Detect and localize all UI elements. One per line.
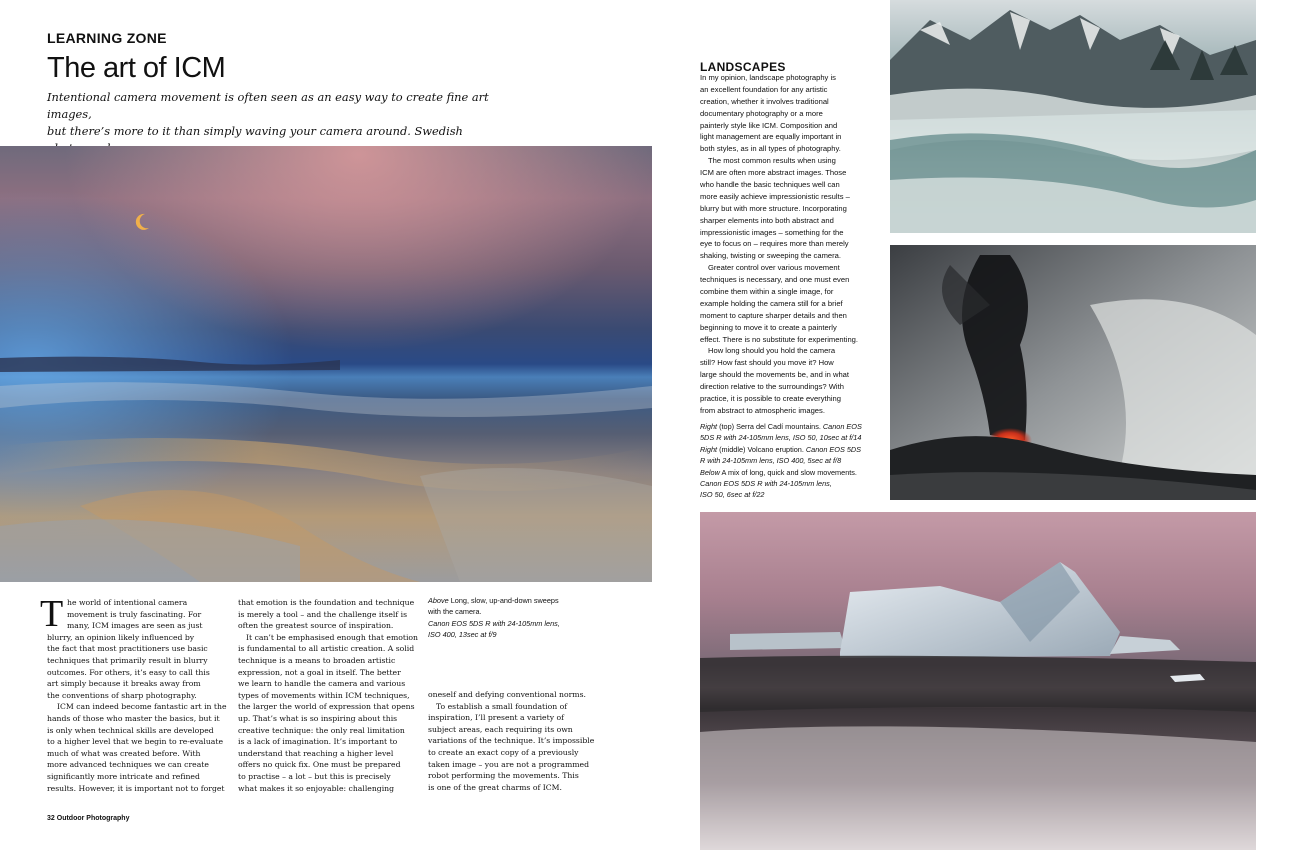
body-line: technique is a means to broaden artistic	[238, 655, 396, 665]
body-line: example holding the camera still for a brief	[700, 298, 843, 308]
body-line: ICM are often more abstract images. Those	[700, 168, 847, 178]
body-line: variations of the technique. It’s impossible	[428, 736, 595, 746]
body-line: often the greatest source of inspiration.	[238, 621, 394, 631]
body-line: still? How fast should you move it? How	[700, 358, 834, 368]
caption-text: (middle)	[717, 444, 746, 454]
article-title: The art of ICM	[47, 52, 226, 84]
caption-line	[700, 421, 862, 432]
caption-line: R with 24-105mm lens, ISO 400, 5sec at f/8	[700, 456, 842, 466]
caption-label: Below	[700, 467, 720, 477]
body-line: the fact that most practitioners use basic	[47, 644, 208, 654]
mountains-photo	[890, 0, 1256, 233]
caption-label: Right	[700, 444, 718, 454]
body-line: types of movements within ICM techniques,	[238, 690, 410, 700]
body-line: effect. There is no substitute for experimenting.	[700, 334, 859, 344]
body-line: light management are equally important in	[700, 132, 842, 142]
body-line: sharper elements into both abstract and	[700, 215, 834, 225]
body-line: large should the movements be, and in what	[700, 370, 850, 380]
body-line: Greater control over various movement	[708, 263, 840, 273]
page-number: 32	[47, 815, 55, 822]
body-line: shaking, twisting or sweeping the camera.	[700, 251, 841, 261]
body-line: techniques that primarily result in blurry	[47, 655, 208, 665]
body-line: ICM can indeed become fantastic art in the	[57, 702, 227, 712]
caption-text: A mix of long, quick and slow movements.	[719, 467, 857, 477]
body-line: what makes it so enjoyable: challenging	[238, 783, 395, 793]
caption-text: Serra del Cadí mountains.	[734, 422, 823, 431]
body-line: the conventions of sharp photography.	[47, 690, 197, 700]
body-line: techniques is necessary, and one must even	[700, 275, 850, 285]
caption-line: 5DS R with 24-105mm lens, ISO 50, 10sec at f/14	[700, 433, 862, 443]
body-line: both styles, as in all types of photography.	[700, 144, 841, 154]
drop-cap: T	[40, 593, 64, 635]
standfirst-line: Intentional camera movement is often seen as an easy way to create fine art images,	[47, 90, 489, 121]
body-line: more easily achieve impressionistic results –	[700, 191, 850, 201]
caption-label: Above	[428, 596, 449, 605]
caption-camera: Canon EOS	[822, 422, 862, 431]
caption-above	[428, 595, 560, 641]
body-line: expression, not a goal in itself. The better	[238, 667, 401, 677]
body-line: more advanced techniques we can create	[47, 760, 209, 770]
body-line: oneself and defying conventional norms.	[428, 690, 586, 699]
body-line: many, ICM images are seen as just	[67, 621, 203, 631]
body-line: that emotion is the foundation and technique	[238, 598, 415, 607]
caption-text: Long, slow, up-and-down sweeps	[448, 596, 559, 605]
body-line: offers no quick fix. One must be prepared	[238, 760, 401, 770]
body-line: to a higher level that we begin to re-evaluate	[47, 737, 224, 747]
caption-text: Volcano eruption.	[745, 444, 806, 454]
body-line: is one of the great charms of ICM.	[428, 782, 562, 792]
body-line: The most common results when using	[708, 156, 836, 166]
body-line: is merely a tool – and the challenge itself is	[238, 609, 408, 619]
body-line: eye to focus on – requires more than merely	[700, 239, 849, 249]
caption-line: ISO 50, 6sec at f/22	[700, 490, 765, 500]
body-line: subject areas, each requiring its own	[428, 724, 573, 734]
body-line: is a lack of imagination. It’s important to	[238, 737, 398, 747]
body-line: from abstract to atmospheric images.	[700, 405, 825, 415]
body-line: outcomes. For others, it’s easy to call this	[47, 667, 210, 677]
caption-camera: Canon EOS 5DS	[805, 444, 862, 454]
body-line: hands of those who master the basics, but it	[47, 713, 220, 723]
body-line: combine them within a single image, for	[700, 287, 834, 297]
caption-line	[700, 467, 862, 478]
body-line: to practise – a lot – but this is precisely	[238, 771, 391, 781]
caption-line: with the camera.	[428, 607, 482, 617]
body-line: art simply because it breaks away from	[47, 679, 201, 689]
iceberg-photo	[700, 512, 1256, 850]
caption-line: Canon EOS 5DS R with 24-105mm lens,	[428, 618, 560, 628]
body-line: who handle the basic techniques well can	[700, 180, 840, 190]
body-line: taken image – you are not a programmed	[428, 759, 590, 769]
standfirst-line: but there’s more to it than simply waving your camera around. Swedish	[47, 124, 463, 138]
caption-label: Right	[700, 422, 718, 431]
landscapes-heading: LANDSCAPES	[700, 60, 786, 74]
caption-line: Canon EOS 5DS R with 24-105mm lens,	[700, 478, 832, 488]
body-line: creative technique: the only real limitation	[238, 725, 405, 735]
caption-text: (top)	[717, 422, 735, 431]
body-line: blurry but with more structure. Incorporating	[700, 203, 847, 213]
body-line: much of what was created before. With	[47, 748, 201, 758]
publication-name: Outdoor Photography	[56, 815, 130, 822]
caption-line	[428, 595, 560, 606]
main-seascape-photo	[0, 146, 652, 582]
body-line: creation, whether it involves traditional	[700, 96, 829, 106]
body-line: documentary photography or a more	[700, 108, 823, 118]
body-line: How long should you hold the camera	[708, 346, 836, 356]
article-column-2	[238, 597, 418, 794]
body-line: impressionistic images – something for the	[700, 227, 844, 237]
body-line: significantly more intricate and refined	[47, 771, 200, 781]
landscapes-column	[700, 72, 858, 417]
body-line: inspiration, I’ll present a variety of	[428, 713, 564, 723]
body-line: To establish a small foundation of	[436, 701, 568, 711]
body-line: direction relative to the surroundings? With	[700, 382, 844, 392]
body-line: understand that reaching a higher level	[238, 748, 394, 758]
captions-right	[700, 421, 862, 501]
section-label: LEARNING ZONE	[47, 30, 167, 46]
body-line: moment to capture sharper details and then	[700, 310, 847, 320]
body-line: we learn to handle the camera and various	[238, 679, 406, 689]
body-line: is fundamental to all artistic creation. A solid	[238, 644, 415, 654]
volcano-photo	[890, 245, 1256, 500]
body-line: he world of intentional camera	[67, 598, 188, 607]
body-line: movement is truly fascinating. For	[67, 609, 202, 619]
caption-line: ISO 400, 13sec at f/9	[428, 630, 497, 640]
body-line: up. That’s what is so inspiring about this	[238, 713, 398, 723]
body-line: It can’t be emphasised enough that emotion	[246, 632, 419, 642]
caption-line	[700, 444, 862, 455]
body-line: beginning to move it to create a painterly	[700, 322, 837, 332]
body-line: In my opinion, landscape photography is	[700, 73, 836, 82]
body-line: results. However, it is important not to forget	[47, 783, 225, 793]
body-line: practice, it is possible to create everything	[700, 394, 841, 404]
article-column-3	[428, 689, 594, 793]
body-line: an excellent foundation for any artistic	[700, 84, 828, 94]
body-line: is only when technical skills are developed	[47, 725, 214, 735]
body-line: painterly style like ICM. Composition and	[700, 120, 838, 130]
page-folio	[47, 815, 129, 822]
body-line: the larger the world of expression that opens	[238, 702, 415, 712]
body-line: robot performing the movements. This	[428, 771, 579, 781]
body-line: to create an exact copy of a previously	[428, 747, 579, 757]
body-line: blurry, an opinion likely influenced by	[47, 632, 195, 642]
article-column-1	[47, 597, 227, 794]
